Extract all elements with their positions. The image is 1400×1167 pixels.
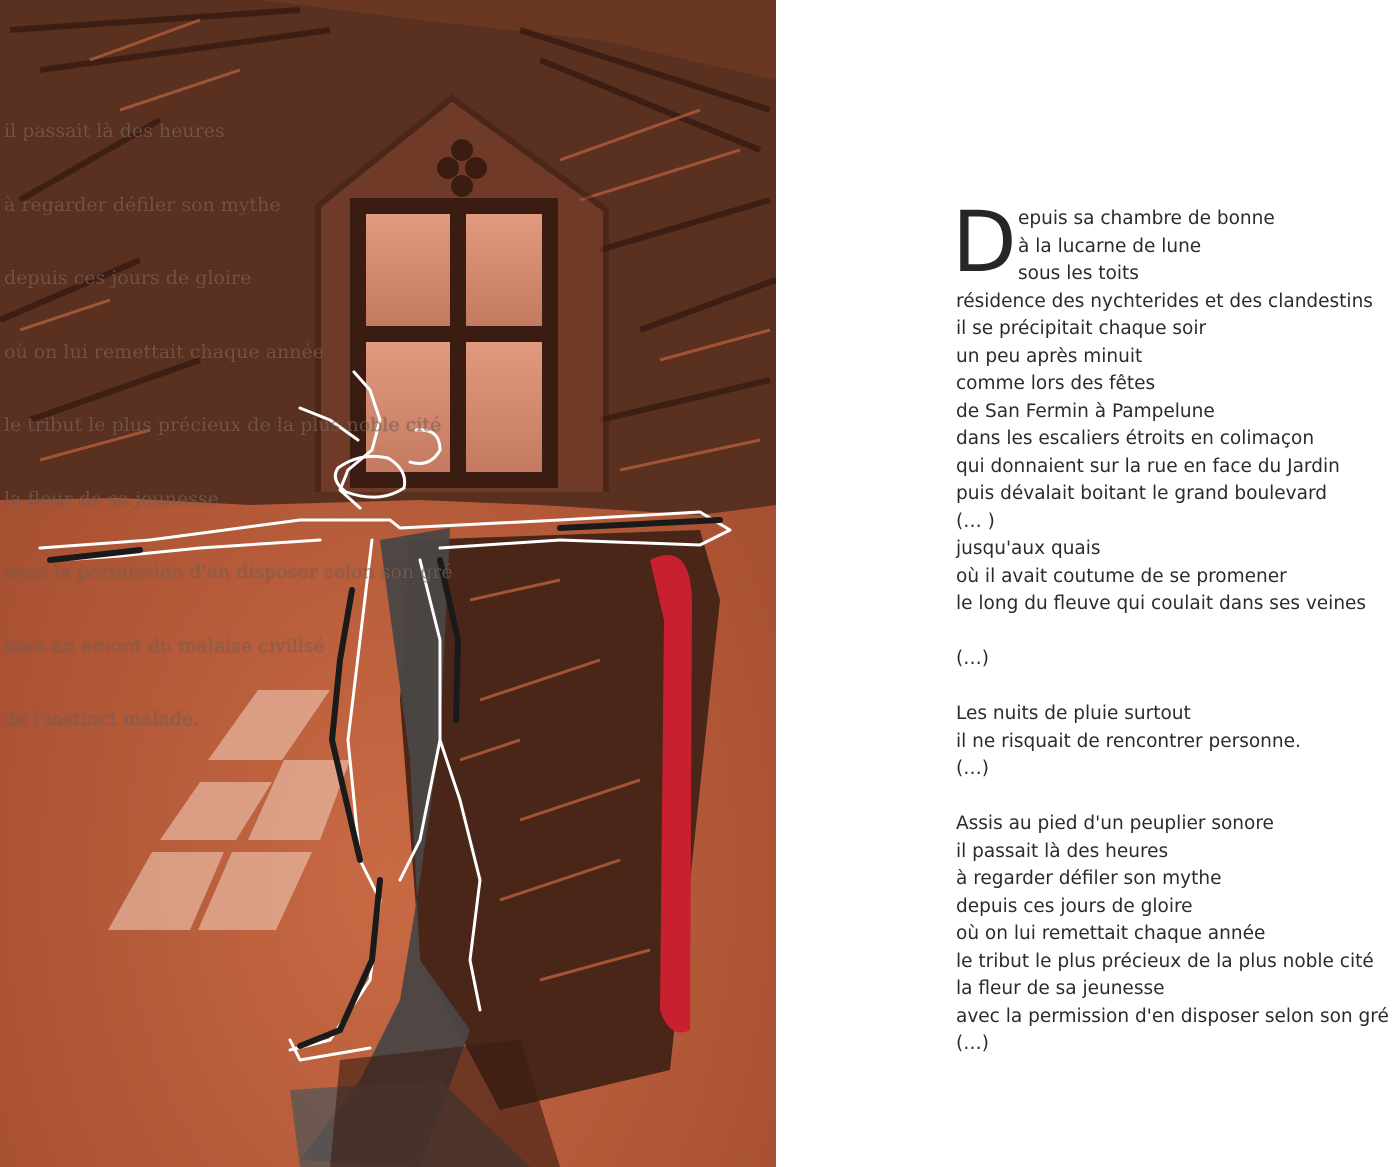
- poem-line: (…): [956, 1033, 989, 1054]
- overlay-line: depuis ces jours de gloire: [4, 267, 252, 289]
- window-pane-br: [466, 342, 542, 472]
- overlay-line: où on lui remettait chaque année: [4, 340, 324, 363]
- poem-line: comme lors des fêtes: [956, 373, 1156, 394]
- poem-line: puis dévalait boitant le grand boulevard: [956, 483, 1327, 504]
- poem-line: il passait là des heures: [956, 840, 1169, 862]
- poem-line: à la lucarne de lune: [1018, 235, 1202, 257]
- overlay-line: il passait là des heures: [4, 120, 225, 142]
- poem-line: depuis ces jours de gloire: [956, 895, 1193, 917]
- poem-line: (…): [956, 758, 989, 779]
- stanza-gap: [956, 783, 1386, 811]
- poem-line: où il avait coutume de se promener: [956, 565, 1287, 587]
- overlay-line: à regarder défiler son mythe: [4, 193, 281, 216]
- poem-line: le long du fleuve qui coulait dans ses veines: [956, 593, 1367, 614]
- poem-line: il ne risquait de rencontrer personne.: [956, 730, 1301, 752]
- poem-line: Les nuits de pluie surtout: [956, 703, 1191, 724]
- poem-line: à regarder défiler son mythe: [956, 868, 1222, 889]
- poem-ellipsis: (…): [956, 648, 989, 669]
- poem-text: [952, 193, 1389, 1058]
- poem-line: Assis au pied d'un peuplier sonore: [956, 813, 1274, 834]
- stanza-gap: [956, 673, 1386, 701]
- poem-line: (… ): [956, 510, 995, 532]
- poem-line: jusqu'aux quais: [956, 538, 1101, 559]
- poem-line: où on lui remettait chaque année: [956, 923, 1266, 944]
- drop-cap: D: [952, 193, 1017, 291]
- poem-line: de San Fermin à Pampelune: [956, 400, 1215, 422]
- poem-line: la fleur de sa jeunesse: [956, 978, 1165, 999]
- poem-line: sous les toits: [1018, 263, 1139, 284]
- overlay-line: bien en amont du malaise civilisé: [4, 634, 325, 657]
- poem-line: le tribut le plus précieux de la plus noble cité: [956, 950, 1374, 972]
- overlay-line: avec la permission d'en disposer selon son gré: [4, 561, 453, 583]
- poem-line: qui donnaient sur la rue en face du Jardin: [956, 455, 1340, 477]
- dark-bottom-shadow: [330, 1040, 560, 1167]
- window-pane-tr: [466, 214, 542, 326]
- poem-line: il se précipitait chaque soir: [956, 318, 1207, 339]
- overlay-poem-text: [4, 70, 453, 781]
- overlay-line: le tribut le plus précieux de la plus noble cité: [4, 414, 442, 436]
- poem-line: dans les escaliers étroits en colimaçon: [956, 428, 1315, 449]
- stanza-gap: [956, 618, 1386, 646]
- poem-line: avec la permission d'en disposer selon son gré: [956, 1005, 1389, 1027]
- poem-line: résidence des nychterides et des clandestins: [956, 290, 1373, 312]
- overlay-line: de l'instinct malade.: [4, 708, 200, 730]
- poem-line: epuis sa chambre de bonne: [1018, 208, 1275, 229]
- overlay-line: la fleur de sa jeunesse: [4, 487, 219, 510]
- poem-line: un peu après minuit: [956, 345, 1143, 367]
